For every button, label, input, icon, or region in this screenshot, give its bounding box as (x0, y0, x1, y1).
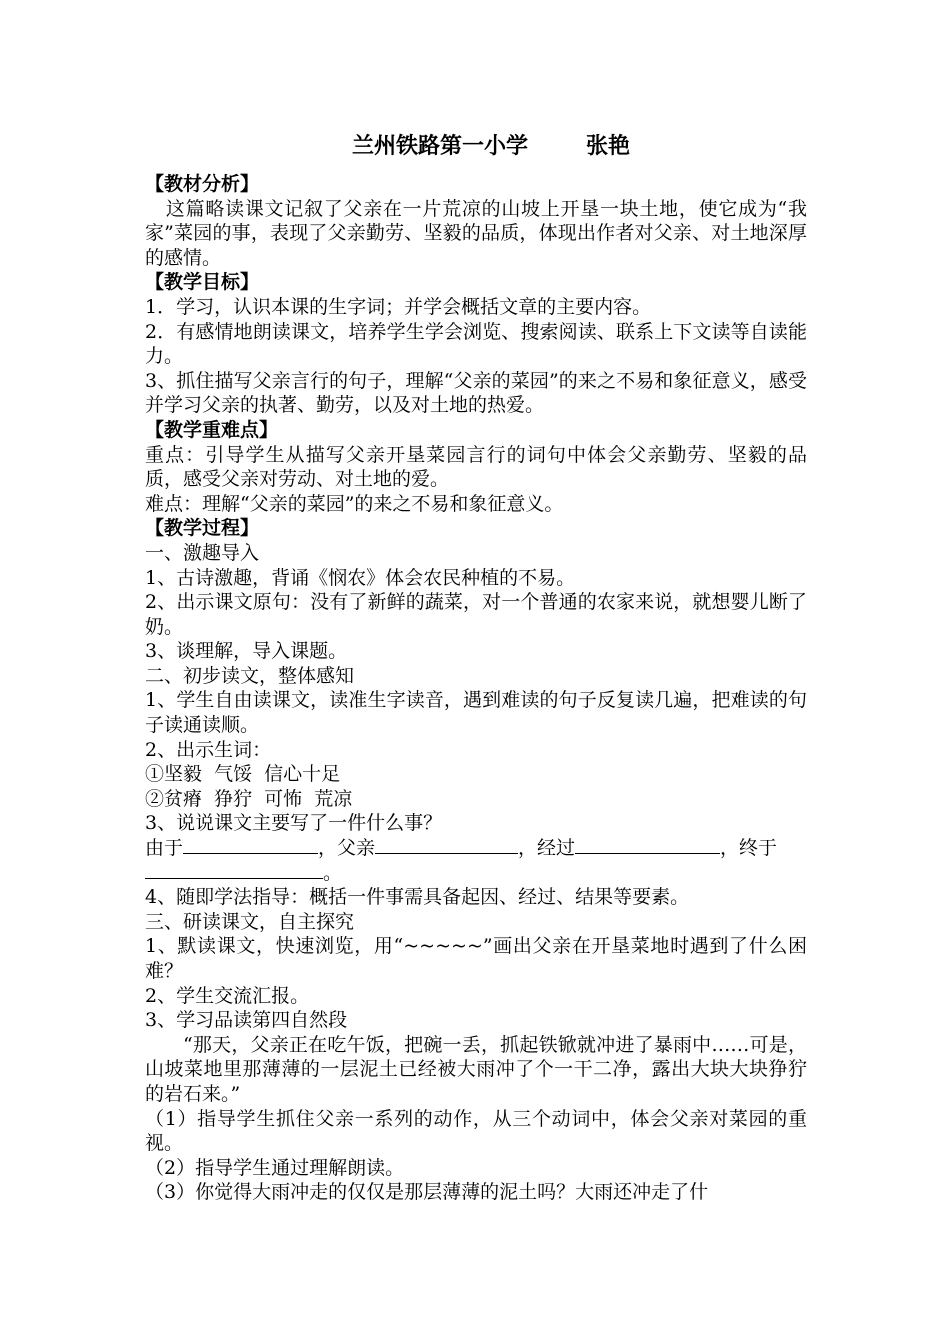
list-item: 2、出示生词： (145, 738, 272, 761)
document-body (145, 132, 807, 1205)
sub-item: （1）指导学生抓住父亲一系列的动作，从三个动词中，体会父亲对菜园的重视。 (145, 1107, 807, 1155)
analysis-text: 这篇略读课文记叙了父亲在一片荒凉的山坡上开垦一块土地，使它成为“我家”菜园的事，表现了父亲勤劳、坚毅的品质，体现出作者对父亲、对土地深厚的感情。 (145, 197, 807, 269)
blank-line (375, 836, 518, 854)
list-item: 3、谈理解，导入课题。 (145, 640, 348, 663)
heading-analysis: 【教材分析】 (145, 173, 260, 195)
heading-goals: 【教学目标】 (145, 271, 260, 294)
list-item: 2、出示课文原句：没有了新鲜的蔬菜，对一个普通的农家来说，就想婴儿断了奶。 (145, 591, 807, 638)
difficult-point: 难点：理解“父亲的菜园”的来之不易和象征意义。 (145, 492, 564, 515)
list-item: 3、学习品读第四自然段 (145, 1009, 348, 1032)
fill-text: 。 (323, 861, 343, 884)
fill-in-blank (145, 836, 807, 885)
part-title: 三、研读课文，自主探究 (145, 910, 355, 933)
goal-item: 3、抓住描写父亲言行的句子，理解“父亲的菜园”的来之不易和象征意义，感受并学习父亲的执著、勤劳，以及对土地的热爱。 (145, 369, 807, 417)
school-name: 兰州铁路第一小学 (351, 134, 528, 159)
part-title: 二、初步读文，整体感知 (145, 664, 355, 687)
sub-item: （2）指导学生通过理解朗读。 (145, 1156, 405, 1179)
list-item: 1、默读课文，快速浏览，用“~~~~~”画出父亲在开垦菜地时遇到了什么困难？ (145, 935, 807, 982)
blank-line (145, 861, 323, 879)
part-title: 一、激趣导入 (145, 541, 260, 564)
vocab-line: ②贫瘠 狰狞 可怖 荒凉 (145, 787, 353, 810)
fill-text: 由于 (145, 837, 184, 860)
vocab-line: ①坚毅 气馁 信心十足 (145, 763, 341, 786)
fill-text: ，经过 (518, 837, 576, 860)
goal-item: 1．学习，认识本课的生字词；并学会概括文章的主要内容。 (145, 295, 652, 318)
list-item: 3、说说课文主要写了一件什么事？ (145, 812, 443, 835)
goal-item: 2．有感情地朗读课文，培养学生学会浏览、搜索阅读、联系上下文读等自读能力。 (145, 320, 807, 368)
list-item: 1、学生自由读课文，读准生字读音，遇到难读的句子反复读几遍，把难读的句子读通读顺。 (145, 689, 807, 737)
fill-text: ，终于 (720, 837, 778, 860)
list-item: 1、古诗激趣，背诵《悯农》体会农民种植的不易。 (145, 566, 576, 589)
fill-text: ，父亲 (318, 837, 376, 860)
heading-process: 【教学过程】 (145, 517, 260, 540)
blank-line (183, 836, 318, 854)
page-title (145, 132, 807, 162)
list-item: 4、随即学法指导：概括一件事需具备起因、经过、结果等要素。 (145, 886, 690, 909)
key-point: 重点：引导学生从描写父亲开垦菜园言行的词句中体会父亲勤劳、坚毅的品质，感受父亲对劳动、对土地的爱。 (145, 443, 807, 491)
blank-line (575, 836, 720, 854)
author-name: 张艳 (586, 134, 631, 159)
sub-item: （3）你觉得大雨冲走的仅仅是那层薄薄的泥土吗？大雨还冲走了什 (145, 1181, 709, 1204)
quoted-passage: “那天，父亲正在吃午饭，把碗一丢，抓起铁锨就冲进了暴雨中……可是，山坡菜地里那薄薄的一层泥土已经被大雨冲了个一干二净，露出大块大块狰狞的岩石来。” (145, 1033, 807, 1105)
heading-keypoints: 【教学重难点】 (145, 418, 279, 441)
list-item: 2、学生交流汇报。 (145, 984, 310, 1007)
